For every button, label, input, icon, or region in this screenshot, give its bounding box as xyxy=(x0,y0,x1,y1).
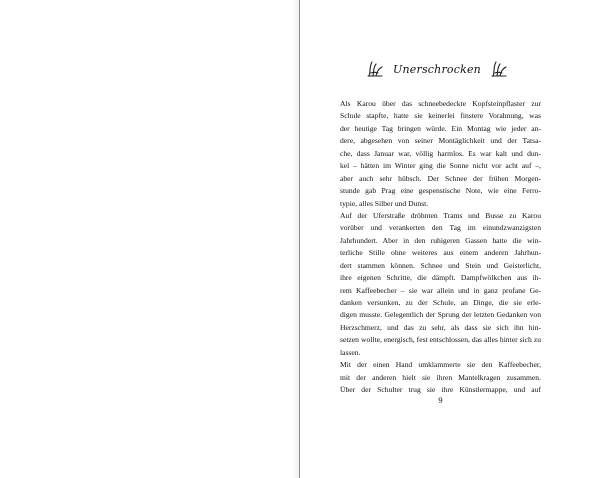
text-line: terliche Stille ohne weiteres aus einem anderen Jahrhun- xyxy=(340,248,541,258)
text-line: digen musste. Gelegentlich der Sprung der letzten Gedanken von xyxy=(340,310,541,320)
text-line: typie, alles Silber und Dunst. xyxy=(340,198,429,208)
text-line: Jahrhundert. Aber in den ruhigeren Gassen hatte die win- xyxy=(340,235,541,245)
text-line: der heutige Tag bringen würde. Ein Montag wie jeder an- xyxy=(340,123,541,133)
flame-ornament-icon xyxy=(365,60,385,78)
text-line: Herzschmerz, und das zu sehr, als dass sie sich ihn hin- xyxy=(340,322,541,332)
chapter-body-text xyxy=(340,98,541,397)
text-line: ihre eigenen Schritte, die dämpft. Dampfwölkchen aus ih- xyxy=(340,273,541,283)
text-line: stunde gab Prag eine gespenstische Note, wie eine Ferro- xyxy=(340,186,541,196)
text-line: Als Karou über das schneebedeckte Kopfsteinpflaster zur xyxy=(340,99,541,108)
text-line: kel – hätten im Winter ging die Sonne nicht vor acht auf –, xyxy=(340,161,541,171)
left-page-blank xyxy=(0,0,299,478)
text-line: Auf der Uferstraße dröhnten Trams und Busse zu Karou xyxy=(340,210,541,220)
text-line: Mit der einen Hand umklammerte sie den Kaffeebecher, xyxy=(340,360,541,370)
text-line: setzen wollte, energisch, fest entschlossen, das alles hinter sich zu xyxy=(340,335,541,345)
gutter-shadow xyxy=(292,0,299,478)
text-line: Schule stapfte, hatte sie keinerlei finstere Vorahnung, was xyxy=(340,111,541,121)
text-line: aber auch sehr hübsch. Der Schnee der frühen Morgen- xyxy=(340,173,541,183)
page-number: 9 xyxy=(438,395,443,405)
flame-ornament-icon xyxy=(489,60,509,78)
text-line: rem Kaffeebecher – sie war allein und in ganz profane Ge- xyxy=(340,285,541,295)
text-line: danken versunken, zu der Schule, an Dinge, die sie erle- xyxy=(340,298,541,307)
text-line: mit der anderen hielt sie ihren Mantelkragen zusammen. xyxy=(340,372,541,382)
text-line: Über der Schulter trug sie ihre Künstlermappe, und auf xyxy=(340,385,541,395)
text-line: lassen. xyxy=(340,347,361,357)
text-line: vorüber und verankerten den Tag im einundzwanzigsten xyxy=(340,223,541,233)
text-line: che, dass Januar war, völlig harmlos. Es war kalt und dun- xyxy=(340,148,541,158)
text-line: dert stammen können. Schnee und Stein und Geisterlicht, xyxy=(340,260,541,270)
chapter-heading xyxy=(337,58,537,80)
text-line: dere, abgesehen von seiner Montäglichkeit und der Tatsa- xyxy=(340,136,541,146)
chapter-title: Unerschrocken xyxy=(393,62,481,76)
